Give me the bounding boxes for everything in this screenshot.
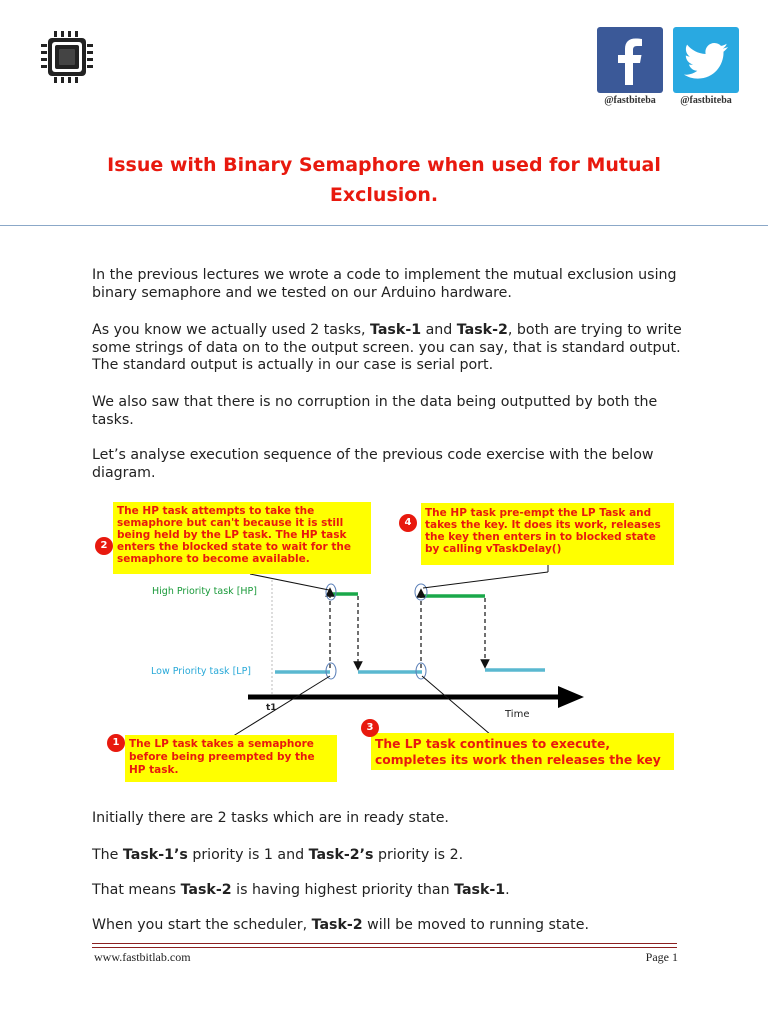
footer-url[interactable]: www.fastbitlab.com xyxy=(94,950,191,964)
step-badge-1: 1 xyxy=(107,734,125,752)
paragraph-analyse: Let’s analyse execution sequence of the previous code exercise with the below diagram. xyxy=(92,447,654,481)
paragraph-scheduler: When you start the scheduler, Task-2 will be moved to running state. xyxy=(92,917,589,933)
time-axis-arrowhead xyxy=(558,686,584,708)
step-badge-4: 4 xyxy=(399,514,417,532)
title-divider xyxy=(0,225,768,226)
footer-divider xyxy=(92,943,677,948)
paragraph-highest-priority: That means Task-2 is having highest priority than Task-1. xyxy=(92,882,510,898)
t1-label: t1 xyxy=(266,703,277,713)
callout-hp-attempt: The HP task attempts to take the semaphore but can't because it is still being held by the LP task. The HP task enters the blocked state to wait for the semaphore to become available. xyxy=(113,502,371,574)
document-title: Issue with Binary Semaphore when used for Mutual Exclusion. xyxy=(107,154,661,206)
callout-lp-release: The LP task continues to execute, completes its work then releases the key xyxy=(371,733,674,770)
callout-hp-preempt: The HP task pre-empt the LP Task and takes the key. It does its work, releases the key then enters in to blocked state by calling vTaskDelay() xyxy=(421,503,674,565)
callout-lp-take: The LP task takes a semaphore before being preempted by the HP task. xyxy=(125,735,337,782)
page-number: Page 1 xyxy=(645,950,678,964)
paragraph-ready-state: Initially there are 2 tasks which are in ready state. xyxy=(92,810,449,826)
twitter-icon[interactable] xyxy=(673,27,739,93)
facebook-handle: @fastbiteba xyxy=(604,95,656,106)
leader-callout-4b xyxy=(423,572,548,588)
leader-callout-1 xyxy=(230,676,330,738)
time-axis-label: Time xyxy=(505,709,530,720)
hp-task-label: High Priority task [HP] xyxy=(152,586,257,597)
paragraph-tasks: As you know we actually used 2 tasks, Task-1 and Task-2, both are trying to write some strings of data on to the output screen. you can say, that is standard output. The standard output is actually in our case is serial port. xyxy=(92,322,682,373)
paragraph-priorities: The Task-1’s priority is 1 and Task-2’s priority is 2. xyxy=(92,847,464,863)
step-badge-3: 3 xyxy=(361,719,379,737)
leader-callout-3 xyxy=(422,676,491,735)
leader-callout-2 xyxy=(250,574,329,590)
paragraph-intro: In the previous lectures we wrote a code to implement the mutual exclusion using binary semaphore and we tested on our Arduino hardware. xyxy=(92,267,677,301)
ellipse-hp-attempt xyxy=(326,584,336,600)
paragraph-no-corruption: We also saw that there is no corruption in the data being outputted by both the tasks. xyxy=(92,394,658,428)
facebook-icon[interactable] xyxy=(597,27,663,93)
step-badge-2: 2 xyxy=(95,537,113,555)
twitter-handle: @fastbiteba xyxy=(680,95,732,106)
chip-logo-icon xyxy=(38,28,96,86)
lp-task-label: Low Priority task [LP] xyxy=(151,666,252,677)
